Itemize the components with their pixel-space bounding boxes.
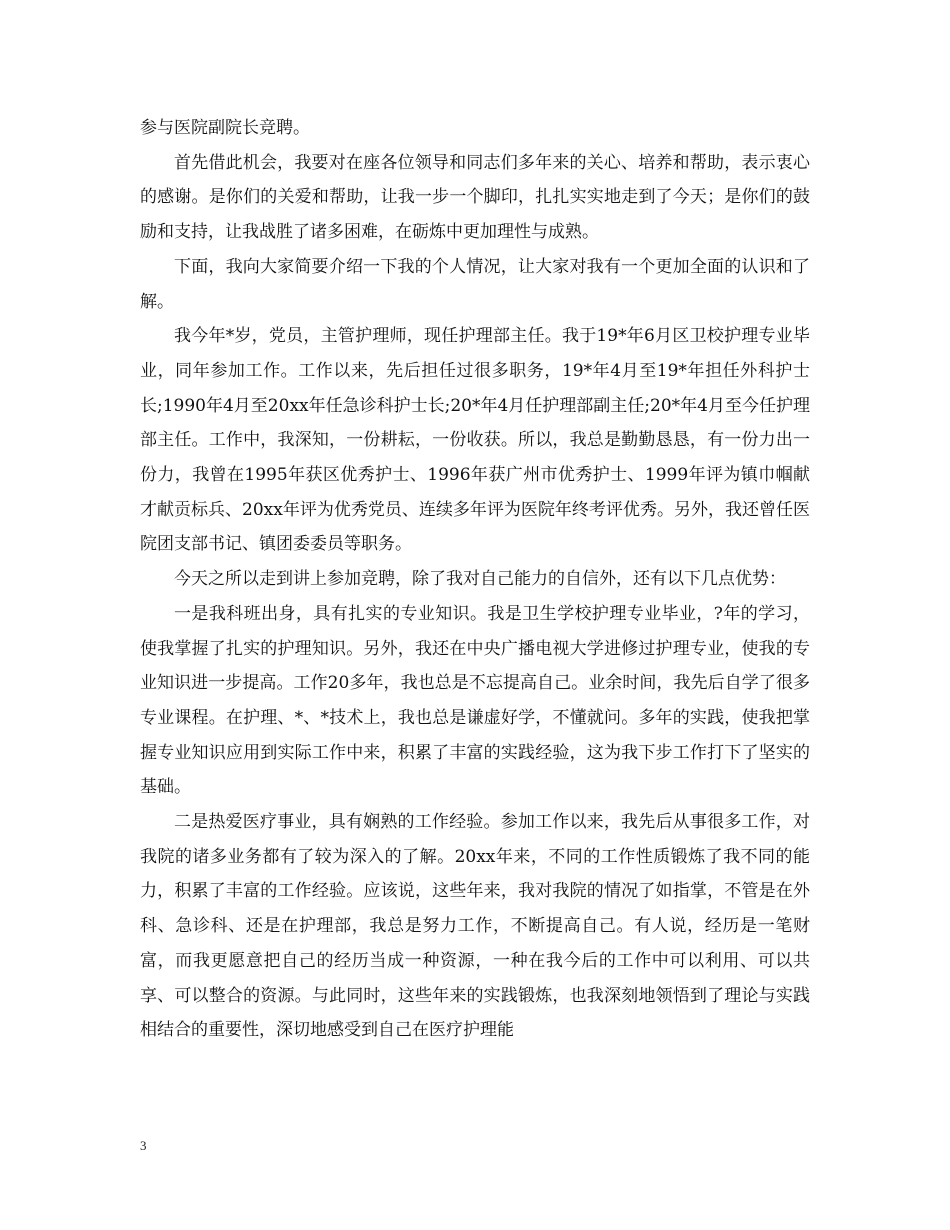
paragraph-continuation: 参与医院副院长竞聘。 <box>140 118 310 138</box>
paragraph-personal-background: 我今年*岁，党员，主管护理师，现任护理部主任。我于19*年6月区卫校护理专业毕业，同年参加工作。工作以来，先后担任过很多职务，19*年4月至19*年担任外科护士长;1990年4月至20xx年任急诊科护士长;20*年4月任护理部副主任;20*年4月至今任护理部主任。工作中，我深知，一份耕耘，一份收获。所以，我总是勤勤恳恳，有一份力出一份力，我曾在1995年获区优秀护士、1996年获广州市优秀护士、1999年评为镇巾帼献才献贡标兵、20xx年评为优秀党员、连续多年评为医院年终考评优秀。另外，我还曾任医院团支部书记、镇团委委员等职务。 <box>140 326 810 555</box>
paragraph-advantage-one: 一是我科班出身，具有扎实的专业知识。我是卫生学校护理专业毕业，?年的学习，使我掌握了扎实的护理知识。另外，我还在中央广播电视大学进修过护理专业，使我的专业知识进一步提高。工作20多年，我也总是不忘提高自己。业余时间，我先后自学了很多专业课程。在护理、*、*技术上，我也总是谦虚好学，不懂就问。多年的实践，使我把掌握专业知识应用到实际工作中来，积累了丰富的实践经验，这为我下步工作打下了坚实的基础。 <box>140 603 810 798</box>
body-text <box>140 111 810 1048</box>
paragraph-gratitude: 首先借此机会，我要对在座各位领导和同志们多年来的关心、培养和帮助，表示衷心的感谢。是你们的关爱和帮助，让我一步一个脚印，扎扎实实地走到了今天；是你们的鼓励和支持，让我战胜了诸多困难，在砺炼中更加理性与成熟。 <box>140 152 810 243</box>
page-number: 3 <box>140 1138 147 1153</box>
paragraph-introduction: 下面，我向大家简要介绍一下我的个人情况，让大家对我有一个更加全面的认识和了解。 <box>140 256 810 312</box>
paragraph-advantages-intro: 今天之所以走到讲上参加竞聘，除了我对自己能力的自信外，还有以下几点优势： <box>174 569 786 590</box>
paragraph-advantage-two: 二是热爱医疗事业，具有娴熟的工作经验。参加工作以来，我先后从事很多工作，对我院的诸多业务都有了较为深入的了解。20xx年来，不同的工作性质锻炼了我不同的能力，积累了丰富的工作经验。应该说，这些年来，我对我院的情况了如指掌，不管是在外科、急诊科、还是在护理部，我总是努力工作，不断提高自己。有人说，经历是一笔财富，而我更愿意把自己的经历当成一种资源，一种在我今后的工作中可以利用、可以共享、可以整合的资源。与此同时，这些年来的实践锻炼，也我深刻地领悟到了理论与实践相结合的重要性，深切地感受到自己在医疗护理能 <box>140 812 810 1041</box>
